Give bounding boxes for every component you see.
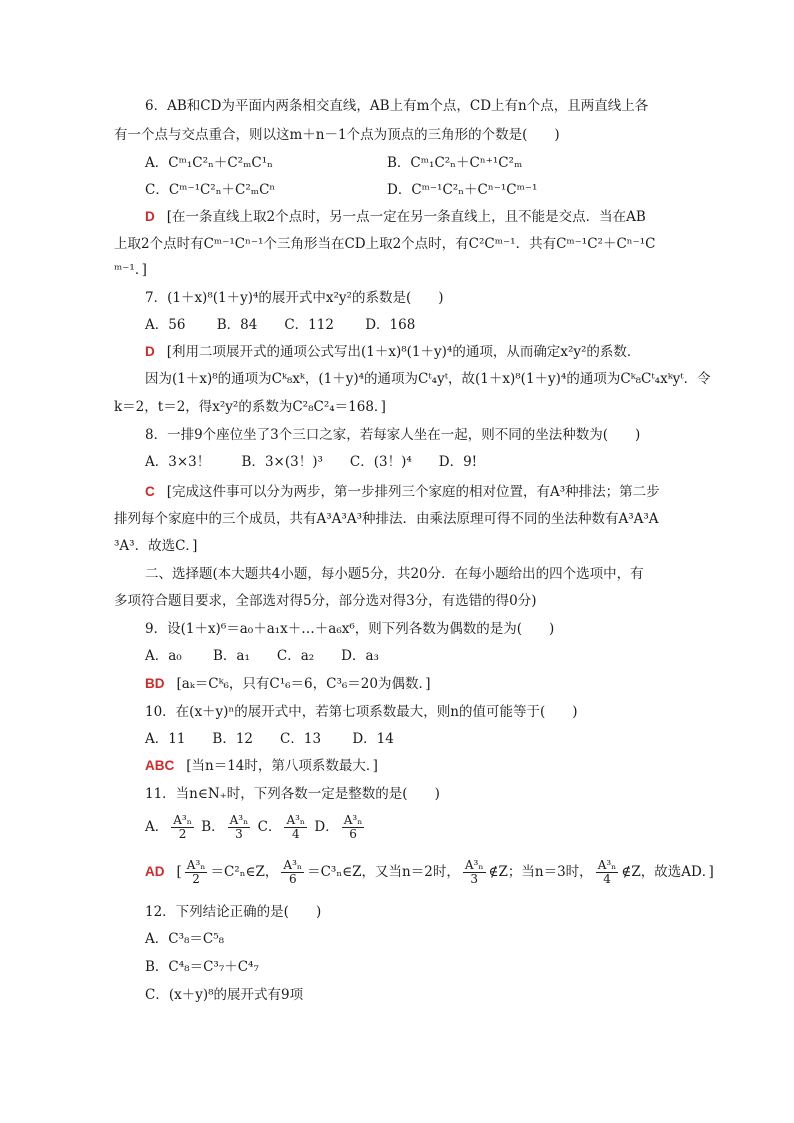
- q6-answer: D: [145, 209, 155, 224]
- section2-heading-line1: 二、选择题(本大题共4小题，每小题5分，共20分．在每小题给出的四个选项中，有: [145, 566, 644, 582]
- q11-solution-fraction-2: $\frac{\text{A³ₙ}}{6}$: [283, 858, 303, 886]
- q6-options-cd: [145, 180, 538, 200]
- q11-solution: AD [ $\frac{\text{A³ₙ}}{2}$ ＝C²ₙ∈Z， $\frac{\text{A³ₙ}}{6}$ ＝C³ₙ∈Z，又当n＝2时， $\frac{\text{A³ₙ}}{3}$ ∉Z；当n＝3时， $\frac{\text{A³ₙ}}{4}$ ∉Z，故选AD．]: [145, 858, 714, 886]
- q8-stem: 8．一排9个座位坐了3个三口之家，若每家人坐在一起，则不同的坐法种数为( ): [145, 427, 641, 443]
- q9-options: A．a₀ B．a₁ C．a₂ D．a₃: [145, 648, 379, 664]
- q10-stem: 10．在(x＋y)ⁿ的展开式中，若第七项系数最大，则n的值可能等于( ): [145, 704, 578, 720]
- q8-solution-line1: [145, 482, 660, 502]
- q12-option-a: A．C³₈＝C⁵₈: [145, 931, 225, 947]
- q7-solution-line3: k＝2，t＝2，得x²y²的系数为C²₈C²₄＝168．]: [114, 399, 386, 415]
- q11-solution-fraction-3: $\frac{\text{A³ₙ}}{3}$: [464, 858, 484, 886]
- q10-solution: [145, 756, 378, 776]
- q6-stem-line1: 6．AB和CD为平面内两条相交直线，AB上有m个点，CD上有n个点，且两直线上各: [145, 98, 649, 114]
- q6-solution-line2: 上取2个点时有Cᵐ⁻¹Cⁿ⁻¹个三角形当在CD上取2个点时，有C²Cᵐ⁻¹．共有Cᵐ⁻¹C²＋Cⁿ⁻¹C: [114, 236, 656, 252]
- q7-options: A．56 B．84 C．112 D．168: [145, 317, 416, 333]
- q12-option-b: B．C⁴₈＝C³₇＋C⁴₇: [145, 959, 259, 975]
- q9-solution: [145, 674, 431, 694]
- q8-options: A．3×3！ B．3×(3！)³ C．(3！)⁴ D．9!: [145, 454, 478, 470]
- q11-options: [145, 812, 367, 842]
- q6-options-ab: [145, 153, 523, 173]
- q9-solution-text: [aₖ＝Cᵏ₆，只有C¹₆＝6，C³₆＝20为偶数．]: [176, 676, 431, 692]
- q10-answer: ABC: [145, 758, 175, 773]
- q8-solution-line3: ³A³．故选C．]: [114, 538, 198, 554]
- q8-solution-line2: 排列每个家庭中的三个成员，共有A³A³A³种排法．由乘法原理可得不同的坐法种数有A³A³A: [114, 511, 659, 527]
- q11-option-c-label: C．: [257, 819, 282, 835]
- q6-solution-line3: ᵐ⁻¹．]: [114, 262, 147, 278]
- q6-stem-line2: 有一个点与交点重合，则以这m＋n－1个点为顶点的三角形的个数是( ): [114, 127, 560, 143]
- q11-option-a-label: A．: [145, 819, 169, 835]
- q7-solution-text1: [利用二项展开式的通项公式写出(1＋x)⁸(1＋y)⁴的通项，从而确定x²y²的系数．: [166, 344, 641, 360]
- q6-option-b: B．Cᵐ₁C²ₙ＋Cⁿ⁺¹C²ₘ: [387, 155, 523, 171]
- q11-option-d-label: D．: [314, 819, 339, 835]
- q12-stem: 12．下列结论正确的是( ): [145, 904, 322, 920]
- q7-stem: 7．(1＋x)⁸(1＋y)⁴的展开式中x²y²的系数是( ): [145, 290, 444, 306]
- q12-option-c: C．(x＋y)⁸的展开式有9项: [145, 987, 304, 1003]
- q6-option-a: A．Cᵐ₁C²ₙ＋C²ₘC¹ₙ: [145, 155, 273, 171]
- q11-answer: AD: [145, 864, 165, 879]
- q6-option-c: C．Cᵐ⁻¹C²ₙ＋C²ₘCⁿ: [145, 182, 276, 198]
- q8-solution-text1: [完成这件事可以分为两步，第一步排列三个家庭的相对位置，有A³种排法；第二步: [166, 484, 660, 500]
- q6-solution-text1: [在一条直线上取2个点时，另一点一定在另一条直线上，且不能是交点．当在AB: [166, 209, 646, 225]
- q11-option-d-fraction: $\frac{\text{A³ₙ}}{6}$: [343, 813, 363, 841]
- q9-answer: BD: [145, 676, 165, 691]
- q11-stem: 11．当n∈N₊时，下列各数一定是整数的是( ): [145, 786, 440, 802]
- q11-option-c-fraction: $\frac{\text{A³ₙ}}{4}$: [286, 813, 306, 841]
- q10-solution-text: [当n＝14时，第八项系数最大．]: [186, 758, 378, 774]
- q6-option-d: D．Cᵐ⁻¹C²ₙ＋Cⁿ⁻¹Cᵐ⁻¹: [387, 182, 538, 198]
- q11-solution-fraction-1: $\frac{\text{A³ₙ}}{2}$: [186, 858, 206, 886]
- q11-solution-fraction-4: $\frac{\text{A³ₙ}}{4}$: [597, 858, 617, 886]
- q11-option-a-fraction: $\frac{\text{A³ₙ}}{2}$: [173, 813, 192, 841]
- q11-option-b-fraction: $\frac{\text{A³ₙ}}{3}$: [229, 813, 249, 841]
- q8-answer: C: [145, 484, 155, 499]
- q6-solution-line1: [145, 207, 646, 227]
- q11-option-b-label: B．: [201, 819, 225, 835]
- q9-stem: 9．设(1＋x)⁶＝a₀＋a₁x＋…＋a₆x⁶，则下列各数为偶数的是为( ): [145, 621, 555, 637]
- q7-answer: D: [145, 344, 155, 359]
- q7-solution-line2: 因为(1＋x)⁸的通项为Cᵏ₈xᵏ，(1＋y)⁴的通项为Cᵗ₄yᵗ，故(1＋x)⁸(1＋y)⁴的通项为Cᵏ₈Cᵗ₄xᵏyᵗ．令: [145, 371, 711, 387]
- q10-options: A．11 B．12 C．13 D．14: [145, 731, 394, 747]
- section2-heading-line2: 多项符合题目要求，全部选对得5分，部分选对得3分，有选错的得0分): [114, 593, 537, 609]
- q7-solution-line1: [145, 342, 640, 362]
